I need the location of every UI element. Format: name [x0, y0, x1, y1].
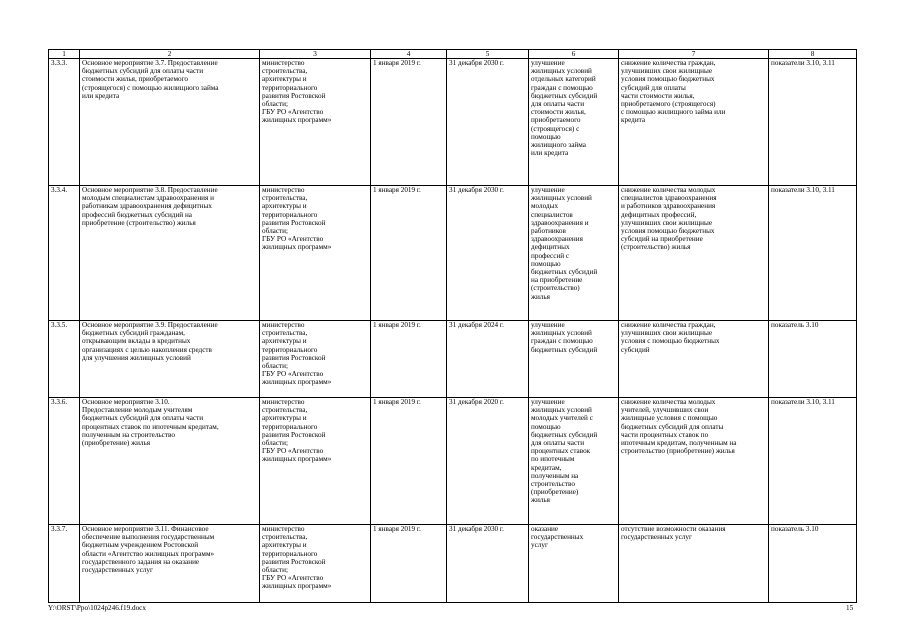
indicator-link: показатели 3.10, 3.11 [769, 186, 857, 321]
measure-name: Основное мероприятие 3.10. Предоставление молодым учителям бюджетных субсидий для оплаты части процентных ставок по ипотечным кредитам, полученным на строительство (приобретение) жилья [80, 398, 260, 525]
end-date: 31 декабря 2030 г. [447, 59, 529, 186]
table-row [49, 321, 857, 398]
column-header: 2 [80, 50, 260, 59]
column-header: 3 [260, 50, 371, 59]
executor: министерство строительства, архитектуры и территориального развития Ростовской области; ГБУ РО «Агентство жилищных программ» [260, 321, 371, 398]
column-header: 4 [371, 50, 447, 59]
executor: министерство строительства, архитектуры и территориального развития Ростовской области; ГБУ РО «Агентство жилищных программ» [260, 398, 371, 525]
end-date: 31 декабря 2030 г. [447, 186, 529, 321]
non-implementation-consequence: снижение количества молодых специалистов здравоохранения и работников здравоохранения дефицитных профессий, улучшивших свои жилищные условия помощью бюджетных субсидий на приобретение (строительство) жилья [619, 186, 769, 321]
non-implementation-consequence: снижение количества молодых учителей, улучшивших свои жилищные условия с помощью бюджетных субсидий для оплаты части процентных ставок по ипотечным кредитам, полученным на строительство (приобретение) жилья [619, 398, 769, 525]
row-number: 3.3.4. [49, 186, 80, 321]
executor: министерство строительства, архитектуры и территориального развития Ростовской области; ГБУ РО «Агентство жилищных программ» [260, 525, 371, 603]
indicator-link: показатели 3.10, 3.11 [769, 59, 857, 186]
measures-table [48, 49, 857, 603]
row-number: 3.3.7. [49, 525, 80, 603]
non-implementation-consequence: отсутствие возможности оказания государственных услуг [619, 525, 769, 603]
expected-result: улучшение жилищных условий молодых учителей с помощью бюджетных субсидий для оплаты части процентных ставок по ипотечным кредитам, полученным на строительство (приобретение) жилья [529, 398, 619, 525]
measure-name: Основное мероприятие 3.11. Финансовое обеспечение выполнения государственным бюджетным учреждением Ростовской области «Агентство жилищных программ» государственного задания на оказание государственных услуг [80, 525, 260, 603]
end-date: 31 декабря 2024 г. [447, 321, 529, 398]
measure-name: Основное мероприятие 3.8. Предоставление молодым специалистам здравоохранения и работникам здравоохранения дефицитных профессий бюджетных субсидий на приобретение (строительство) жилья [80, 186, 260, 321]
indicator-link: показатели 3.10, 3.11 [769, 398, 857, 525]
start-date: 1 января 2019 г. [371, 186, 447, 321]
expected-result: улучшение жилищных условий граждан с помощью бюджетных субсидий [529, 321, 619, 398]
column-header: 5 [447, 50, 529, 59]
expected-result: улучшение жилищных условий отдельных категорий граждан с помощью бюджетных субсидий для оплаты части стоимости жилья, приобретаемого (строящегося) с помощью жилищного займа или кредита [529, 59, 619, 186]
start-date: 1 января 2019 г. [371, 525, 447, 603]
footer-file-path: Y:\ORST\Ppo\1024p246.f19.docx [48, 604, 146, 612]
column-header: 7 [619, 50, 769, 59]
expected-result: оказание государственных услуг [529, 525, 619, 603]
start-date: 1 января 2019 г. [371, 321, 447, 398]
header-row [49, 50, 857, 59]
table-row [49, 186, 857, 321]
measure-name: Основное мероприятие 3.7. Предоставление бюджетных субсидий для оплаты части стоимости жилья, приобретаемого (строящегося) с помощью жилищного займа или кредита [80, 59, 260, 186]
end-date: 31 декабря 2030 г. [447, 525, 529, 603]
row-number: 3.3.3. [49, 59, 80, 186]
page-number: 15 [846, 604, 854, 612]
non-implementation-consequence: снижение количества граждан, улучшивших свои жилищные условия помощью бюджетных субсидий для оплаты части стоимости жилья, приобретаемого (строящегося) с помощью жилищного займа или кредита [619, 59, 769, 186]
executor: министерство строительства, архитектуры и территориального развития Ростовской области; ГБУ РО «Агентство жилищных программ» [260, 186, 371, 321]
indicator-link: показатель 3.10 [769, 525, 857, 603]
non-implementation-consequence: снижение количества граждан, улучшивших свои жилищные условия с помощью бюджетных субсидий [619, 321, 769, 398]
table-row [49, 398, 857, 525]
start-date: 1 января 2019 г. [371, 59, 447, 186]
table-row [49, 59, 857, 186]
column-header: 8 [769, 50, 857, 59]
end-date: 31 декабря 2020 г. [447, 398, 529, 525]
column-header: 1 [49, 50, 80, 59]
column-header: 6 [529, 50, 619, 59]
executor: министерство строительства, архитектуры и территориального развития Ростовской области; ГБУ РО «Агентство жилищных программ» [260, 59, 371, 186]
expected-result: улучшение жилищных условий молодых специалистов здравоохранения и работников здравоохранения дефицитных профессий с помощью бюджетных субсидий на приобретение (строительство) жилья [529, 186, 619, 321]
table-row [49, 525, 857, 603]
indicator-link: показатель 3.10 [769, 321, 857, 398]
row-number: 3.3.6. [49, 398, 80, 525]
row-number: 3.3.5. [49, 321, 80, 398]
measure-name: Основное мероприятие 3.9. Предоставление бюджетных субсидий гражданам, открывающим вклады в кредитных организациях с целью накопления средств для улучшения жилищных условий [80, 321, 260, 398]
start-date: 1 января 2019 г. [371, 398, 447, 525]
